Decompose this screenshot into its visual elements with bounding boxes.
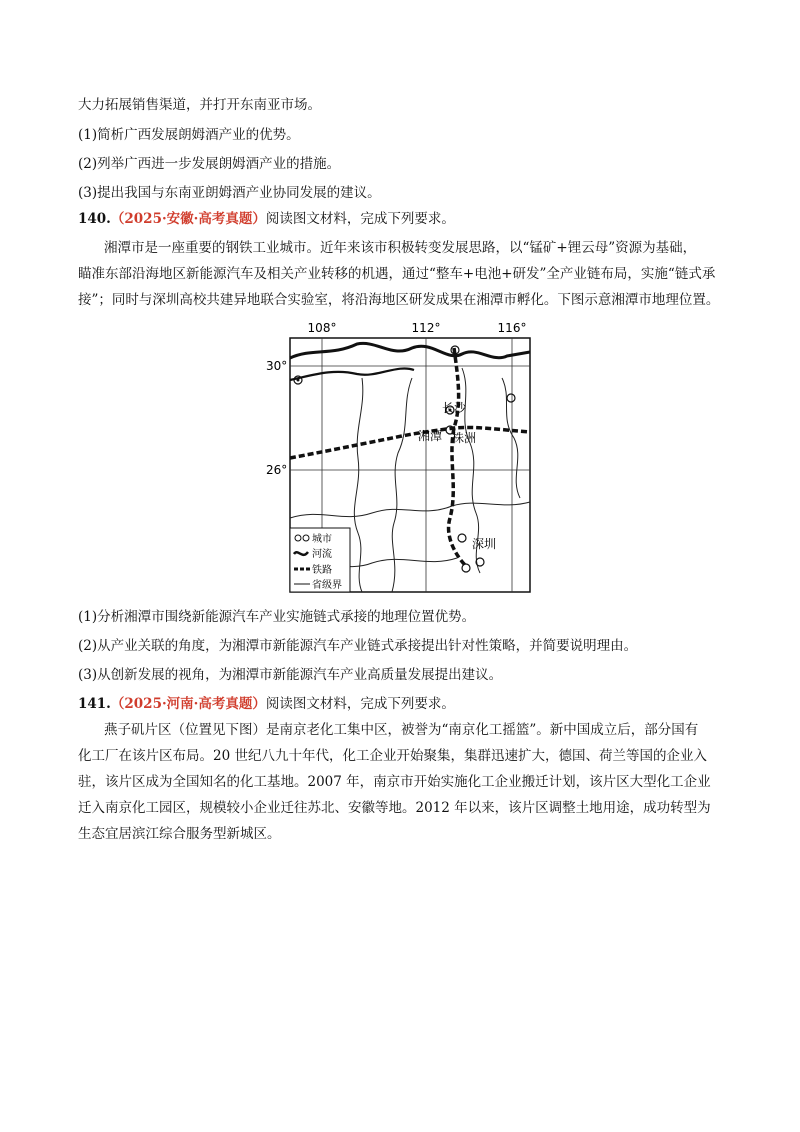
question-3: (3)提出我国与东南亚朗姆酒产业协同发展的建议。 — [78, 185, 381, 201]
text-line: 大力拓展销售渠道，并打开东南亚市场。 — [78, 97, 321, 113]
paragraph-line: 化工厂在该片区布局。20 世纪八九十年代，化工企业开始聚集，集群迅速扩大，德国、荷兰等国的企业入 — [78, 748, 707, 764]
problem-source: （2025·安徽·高考真题） — [110, 211, 266, 227]
legend-label: 城市 — [312, 534, 332, 545]
problem-141-heading — [78, 694, 455, 714]
city-label: 长沙 — [442, 401, 467, 415]
paragraph-line: 驻，该片区成为全国知名的化工基地。2007 年，南京市开始实施化工企业搬迁计划，该片区大型化工企业 — [78, 774, 711, 790]
question-2: (2)从产业关联的角度，为湘潭市新能源汽车产业链式承接提出针对性策略，并简要说明理由。 — [78, 638, 638, 654]
lon-label: 108° — [307, 321, 337, 335]
problem-source: （2025·河南·高考真题） — [110, 696, 266, 712]
paragraph-line: 湘潭市是一座重要的钢铁工业城市。近年来该市积极转变发展思路，以“锰矿+锂云母”资源为基础， — [104, 240, 697, 256]
problem-number: 141. — [78, 696, 111, 712]
legend-label: 省级界 — [312, 580, 342, 591]
paragraph-line: 接”；同时与深圳高校共建异地联合实验室，将沿海地区研发成果在湘潭市孵化。下图示意湘潭市地理位置。 — [78, 292, 720, 308]
question-1: (1)分析湘潭市围绕新能源汽车产业实施链式承接的地理位置优势。 — [78, 609, 476, 625]
city-marker — [297, 379, 300, 382]
legend-label: 铁路 — [312, 565, 332, 576]
paragraph-line: 生态宜居滨江综合服务型新城区。 — [78, 826, 281, 842]
legend-label: 河流 — [312, 549, 332, 560]
problem-instruction: 阅读图文材料，完成下列要求。 — [265, 211, 455, 227]
question-1: (1)简析广西发展朗姆酒产业的优势。 — [78, 127, 300, 143]
lat-label: 26° — [266, 463, 288, 477]
location-map — [262, 318, 542, 594]
city-label: 湘潭 — [418, 429, 443, 443]
paragraph-line: 瞄准东部沿海地区新能源汽车及相关产业转移的机遇，通过“整车+电池+研发”全产业链布局，实施“链式承 — [78, 266, 716, 282]
problem-instruction: 阅读图文材料，完成下列要求。 — [265, 696, 455, 712]
lon-label: 116° — [497, 321, 527, 335]
lon-label: 112° — [411, 321, 441, 335]
problem-140-heading — [78, 209, 455, 229]
lat-label: 30° — [266, 359, 288, 373]
question-3: (3)从创新发展的视角，为湘潭市新能源汽车产业高质量发展提出建议。 — [78, 667, 503, 683]
question-2: (2)列举广西进一步发展朗姆酒产业的措施。 — [78, 156, 341, 172]
city-label: 株洲 — [452, 431, 477, 445]
paragraph-line: 燕子矶片区（位置见下图）是南京老化工集中区，被誉为“南京化工摇篮”。新中国成立后，部分国有 — [104, 722, 699, 738]
city-label: 深圳 — [472, 537, 497, 551]
problem-number: 140. — [78, 211, 111, 227]
paragraph-line: 迁入南京化工园区，规模较小企业迁往苏北、安徽等地。2012 年以来，该片区调整土地用途，成功转型为 — [78, 800, 711, 816]
